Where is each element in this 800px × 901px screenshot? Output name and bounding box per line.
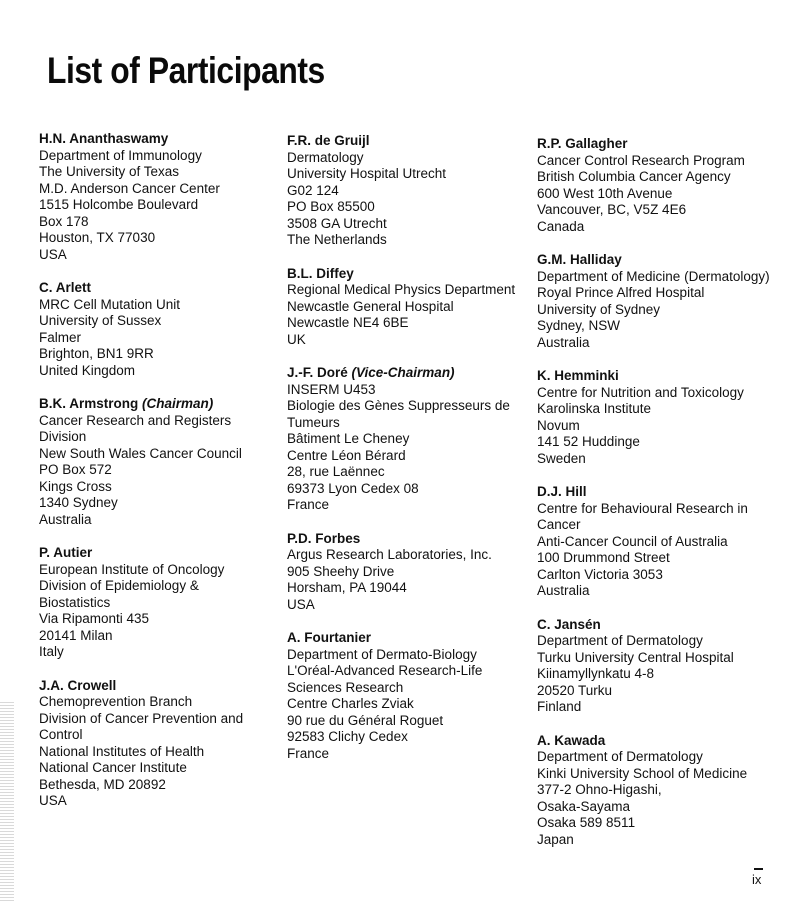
address-line: Sweden xyxy=(537,450,586,466)
participant-name-line xyxy=(39,396,289,413)
address-line: New South Wales Cancer Council xyxy=(39,445,242,461)
address-line: Novum xyxy=(537,417,580,433)
column-2 xyxy=(287,133,537,779)
page-number-text: ix xyxy=(752,872,762,887)
address-line: University of Sydney xyxy=(537,301,661,317)
participant-name: P. Autier xyxy=(39,545,93,560)
participant-name: A. Kawada xyxy=(537,732,606,748)
address-line: Osaka 589 8511 xyxy=(537,815,636,830)
address-line: Anti-Cancer Council of Australia xyxy=(537,533,728,549)
address-line: 600 West 10th Avenue xyxy=(537,185,673,201)
participant-name-line xyxy=(537,368,787,385)
address-line: Department of Dermatology xyxy=(537,633,703,648)
address-line: Canada xyxy=(537,218,585,234)
address-line: 3508 GA Utrecht xyxy=(287,215,387,231)
participant-name: K. Hemminki xyxy=(537,368,619,383)
address-line: M.D. Anderson Cancer Center xyxy=(39,180,220,196)
address-line: Control xyxy=(39,727,83,742)
address-line: Biologie des Gènes Suppresseurs de xyxy=(287,398,510,413)
address-line: Newcastle NE4 6BE xyxy=(287,315,409,330)
address-line: France xyxy=(287,497,330,512)
address-line: PO Box 572 xyxy=(39,462,112,477)
address-line: Japan xyxy=(537,831,574,847)
participant-entry xyxy=(287,133,537,249)
address-line: Vancouver, BC, V5Z 4E6 xyxy=(537,202,687,217)
participant-entry xyxy=(287,630,537,762)
address-line: Centre Charles Zviak xyxy=(287,696,414,711)
participant-name: P.D. Forbes xyxy=(287,530,361,546)
participant-name: J.-F. Doré xyxy=(287,365,348,380)
address-line: Sciences Research xyxy=(287,679,404,695)
page-number-rule xyxy=(754,868,763,870)
participant-name: D.J. Hill xyxy=(537,484,587,499)
address-line: Division of Cancer Prevention and xyxy=(39,710,244,726)
address-line: Kings Cross xyxy=(39,478,112,494)
address-line: Centre for Nutrition and Toxicology xyxy=(537,384,744,400)
address-line: France xyxy=(287,745,330,761)
participant-entry xyxy=(537,617,787,716)
address-line: Tumeurs xyxy=(287,414,340,430)
address-line: Italy xyxy=(39,644,64,659)
address-line: 90 rue du Général Roguet xyxy=(287,712,444,728)
participant-entry xyxy=(287,365,537,514)
participant-name: G.M. Halliday xyxy=(537,252,622,267)
address-line: Australia xyxy=(537,334,590,350)
address-line: Carlton Victoria 3053 xyxy=(537,566,663,582)
address-line: Department of Immunology xyxy=(39,147,202,163)
address-line: 28, rue Laënnec xyxy=(287,464,385,479)
address-line: 100 Drummond Street xyxy=(537,550,670,565)
address-line: USA xyxy=(39,246,67,262)
address-line: 69373 Lyon Cedex 08 xyxy=(287,480,419,496)
address-line: Regional Medical Physics Department xyxy=(287,282,516,297)
address-line: G02 124 xyxy=(287,182,339,198)
participant-role: (Vice-Chairman) xyxy=(351,365,455,380)
address-line: 1515 Holcombe Boulevard xyxy=(39,197,199,212)
participant-entry xyxy=(39,131,289,263)
address-line: Department of Dermatology xyxy=(537,749,703,764)
address-line: Houston, TX 77030 xyxy=(39,230,156,245)
address-line: University Hospital Utrecht xyxy=(287,166,447,181)
address-line: Horsham, PA 19044 xyxy=(287,580,407,595)
participant-role: (Chairman) xyxy=(142,396,214,411)
address-line: Via Ripamonti 435 xyxy=(39,611,150,626)
page-title: List of Participants xyxy=(47,50,325,91)
participant-entry xyxy=(287,266,537,349)
scan-edge-shadow xyxy=(0,700,14,901)
page-number xyxy=(752,872,761,887)
participant-name: R.P. Gallagher xyxy=(537,136,628,151)
address-line: UK xyxy=(287,331,306,347)
address-line: USA xyxy=(39,793,67,808)
address-line: The University of Texas xyxy=(39,164,180,179)
participant-entry xyxy=(537,136,787,235)
address-line: Biostatistics xyxy=(39,594,111,610)
participant-entry xyxy=(537,733,787,849)
address-line: Division of Epidemiology & xyxy=(39,578,199,593)
participant-entry xyxy=(39,396,289,528)
address-line: Dermatology xyxy=(287,149,364,165)
participant-entry xyxy=(537,252,787,351)
address-line: Cancer Research and Registers xyxy=(39,412,232,428)
address-line: 20141 Milan xyxy=(39,627,113,643)
participant-name: J.A. Crowell xyxy=(39,677,117,693)
participant-name: C. Jansén xyxy=(537,616,601,632)
address-line: Cancer xyxy=(537,517,581,532)
address-line: Turku University Central Hospital xyxy=(537,649,734,665)
address-line: Cancer Control Research Program xyxy=(537,152,745,168)
participant-name-line xyxy=(537,136,787,153)
address-line: Kiinamyllynkatu 4-8 xyxy=(537,666,655,681)
address-line: 377-2 Ohno-Higashi, xyxy=(537,782,662,797)
address-line: USA xyxy=(287,596,315,612)
address-line: The Netherlands xyxy=(287,232,387,247)
address-line: MRC Cell Mutation Unit xyxy=(39,296,181,312)
address-line: 20520 Turku xyxy=(537,682,613,698)
address-line: PO Box 85500 xyxy=(287,199,375,214)
address-line: Australia xyxy=(39,511,92,527)
address-line: Box 178 xyxy=(39,213,89,229)
participant-name-line xyxy=(537,733,787,750)
participant-entry xyxy=(537,368,787,467)
address-line: Newcastle General Hospital xyxy=(287,298,454,314)
address-line: European Institute of Oncology xyxy=(39,561,225,577)
participant-name-line xyxy=(287,531,537,548)
participant-name: A. Fourtanier xyxy=(287,630,372,645)
address-line: 92583 Clichy Cedex xyxy=(287,729,408,744)
address-line: Sydney, NSW xyxy=(537,318,621,333)
column-3 xyxy=(537,136,787,865)
participant-name-line xyxy=(39,131,289,148)
address-line: 905 Sheehy Drive xyxy=(287,563,395,579)
address-line: Bethesda, MD 20892 xyxy=(39,776,166,792)
participant-entry xyxy=(39,545,289,661)
address-line: Division xyxy=(39,429,87,444)
participant-name: B.K. Armstrong xyxy=(39,396,139,411)
address-line: United Kingdom xyxy=(39,362,136,378)
participant-name: H.N. Ananthaswamy xyxy=(39,131,169,146)
participant-entry xyxy=(39,678,289,810)
participant-name-line xyxy=(537,252,787,269)
address-line: Argus Research Laboratories, Inc. xyxy=(287,547,492,562)
address-line: University of Sussex xyxy=(39,313,162,328)
address-line: Karolinska Institute xyxy=(537,401,652,416)
address-line: Centre Léon Bérard xyxy=(287,447,406,463)
address-line: Department of Dermato-Biology xyxy=(287,646,477,662)
participant-entry xyxy=(537,484,787,600)
participant-name-line xyxy=(287,630,537,647)
address-line: 1340 Sydney xyxy=(39,495,118,510)
participant-name-line xyxy=(287,365,537,382)
address-line: Kinki University School of Medicine xyxy=(537,765,748,781)
address-line: National Institutes of Health xyxy=(39,743,205,759)
participant-name-line xyxy=(39,678,289,695)
address-line: National Cancer Institute xyxy=(39,760,187,775)
participant-entry xyxy=(287,531,537,614)
address-line: Bâtiment Le Cheney xyxy=(287,431,410,446)
address-line: Royal Prince Alfred Hospital xyxy=(537,285,705,300)
participant-name: F.R. de Gruijl xyxy=(287,133,370,148)
participant-name: C. Arlett xyxy=(39,280,92,295)
column-1 xyxy=(39,131,289,827)
address-line: Australia xyxy=(537,583,590,598)
participant-name: B.L. Diffey xyxy=(287,265,354,281)
address-line: Finland xyxy=(537,699,582,714)
participant-name-line xyxy=(39,280,289,297)
address-line: Brighton, BN1 9RR xyxy=(39,346,154,361)
participant-name-line xyxy=(39,545,289,562)
address-line: Chemoprevention Branch xyxy=(39,694,193,709)
address-line: 141 52 Huddinge xyxy=(537,434,640,449)
participant-name-line xyxy=(537,484,787,501)
participant-name-line xyxy=(287,133,537,150)
participant-name-line xyxy=(287,266,537,283)
participant-entry xyxy=(39,280,289,379)
address-line: Osaka-Sayama xyxy=(537,798,631,814)
address-line: British Columbia Cancer Agency xyxy=(537,169,731,184)
address-line: Falmer xyxy=(39,329,82,345)
address-line: Department of Medicine (Dermatology) xyxy=(537,268,770,284)
address-line: Centre for Behavioural Research in xyxy=(537,500,748,516)
address-line: INSERM U453 xyxy=(287,381,376,397)
address-line: L'Oréal-Advanced Research-Life xyxy=(287,663,483,678)
participant-name-line xyxy=(537,617,787,634)
